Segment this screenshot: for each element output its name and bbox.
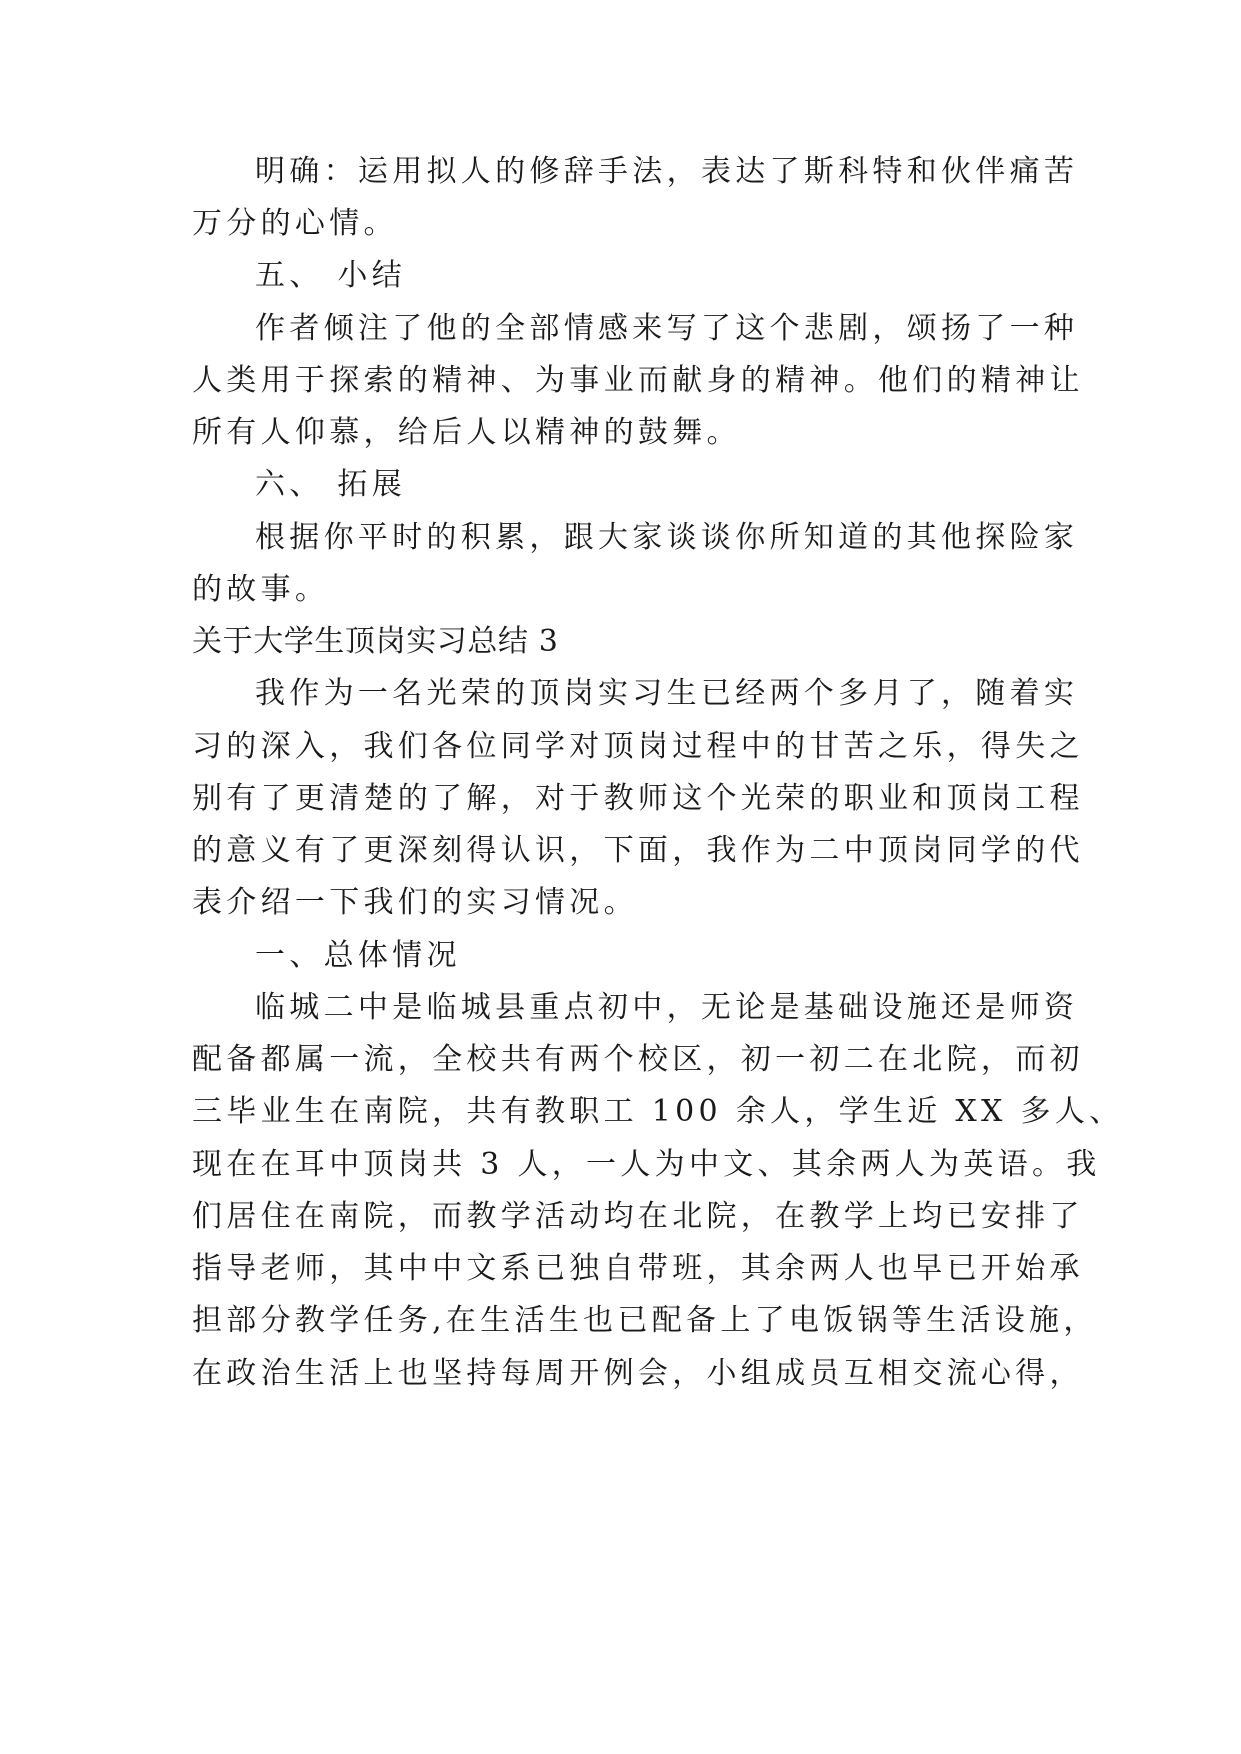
text-line: 习的深入，我们各位同学对顶岗过程中的甘苦之乐，得失之 xyxy=(192,729,1084,764)
text-line: 们居住在南院，而教学活动均在北院，在教学上均已安排了 xyxy=(192,1199,1084,1234)
text-line: 配备都属一流，全校共有两个校区，初一初二在北院，而初 xyxy=(192,1042,1084,1077)
text-line: 临城二中是临城县重点初中，无论是基础设施还是师资 xyxy=(255,990,1079,1025)
text-line: 担部分教学任务,在生活生也已配备上了电饭锅等生活设施， xyxy=(192,1303,1098,1338)
text-line: 我作为一名光荣的顶岗实习生已经两个多月了，随着实 xyxy=(255,676,1079,711)
text-line: 在政治生活上也坚持每周开例会，小组成员互相交流心得， xyxy=(192,1356,1084,1391)
text-line: 表介绍一下我们的实习情况。 xyxy=(192,885,638,920)
text-line: 根据你平时的积累，跟大家谈谈你所知道的其他探险家 xyxy=(255,520,1079,555)
section-heading: 一、总体情况 xyxy=(255,938,461,973)
text-line: 三毕业生在南院，共有教职工 100 余人，学生近 XX 多人、 xyxy=(192,1094,1124,1129)
text-line: 明确：运用拟人的修辞手法，表达了斯科特和伙伴痛苦 xyxy=(255,154,1079,189)
text-line: 所有人仰慕，给后人以精神的鼓舞。 xyxy=(192,415,741,450)
text-line: 的故事。 xyxy=(192,572,330,607)
section-heading: 五、 小结 xyxy=(255,258,407,293)
text-line: 现在在耳中顶岗共 3 人，一人为中文、其余两人为英语。我 xyxy=(192,1147,1101,1182)
article-title: 关于大学生顶岗实习总结 3 xyxy=(192,624,559,659)
text-line: 指导老师，其中中文系已独自带班，其余两人也早已开始承 xyxy=(192,1251,1084,1286)
section-heading: 六、 拓展 xyxy=(255,467,407,502)
text-line: 别有了更清楚的了解，对于教师这个光荣的职业和顶岗工程 xyxy=(192,781,1084,816)
text-line: 作者倾注了他的全部情感来写了这个悲剧，颂扬了一种 xyxy=(255,311,1079,346)
text-line: 的意义有了更深刻得认识，下面，我作为二中顶岗同学的代 xyxy=(192,833,1084,868)
text-line: 人类用于探索的精神、为事业而献身的精神。他们的精神让 xyxy=(192,363,1084,398)
text-line: 万分的心情。 xyxy=(192,206,398,241)
